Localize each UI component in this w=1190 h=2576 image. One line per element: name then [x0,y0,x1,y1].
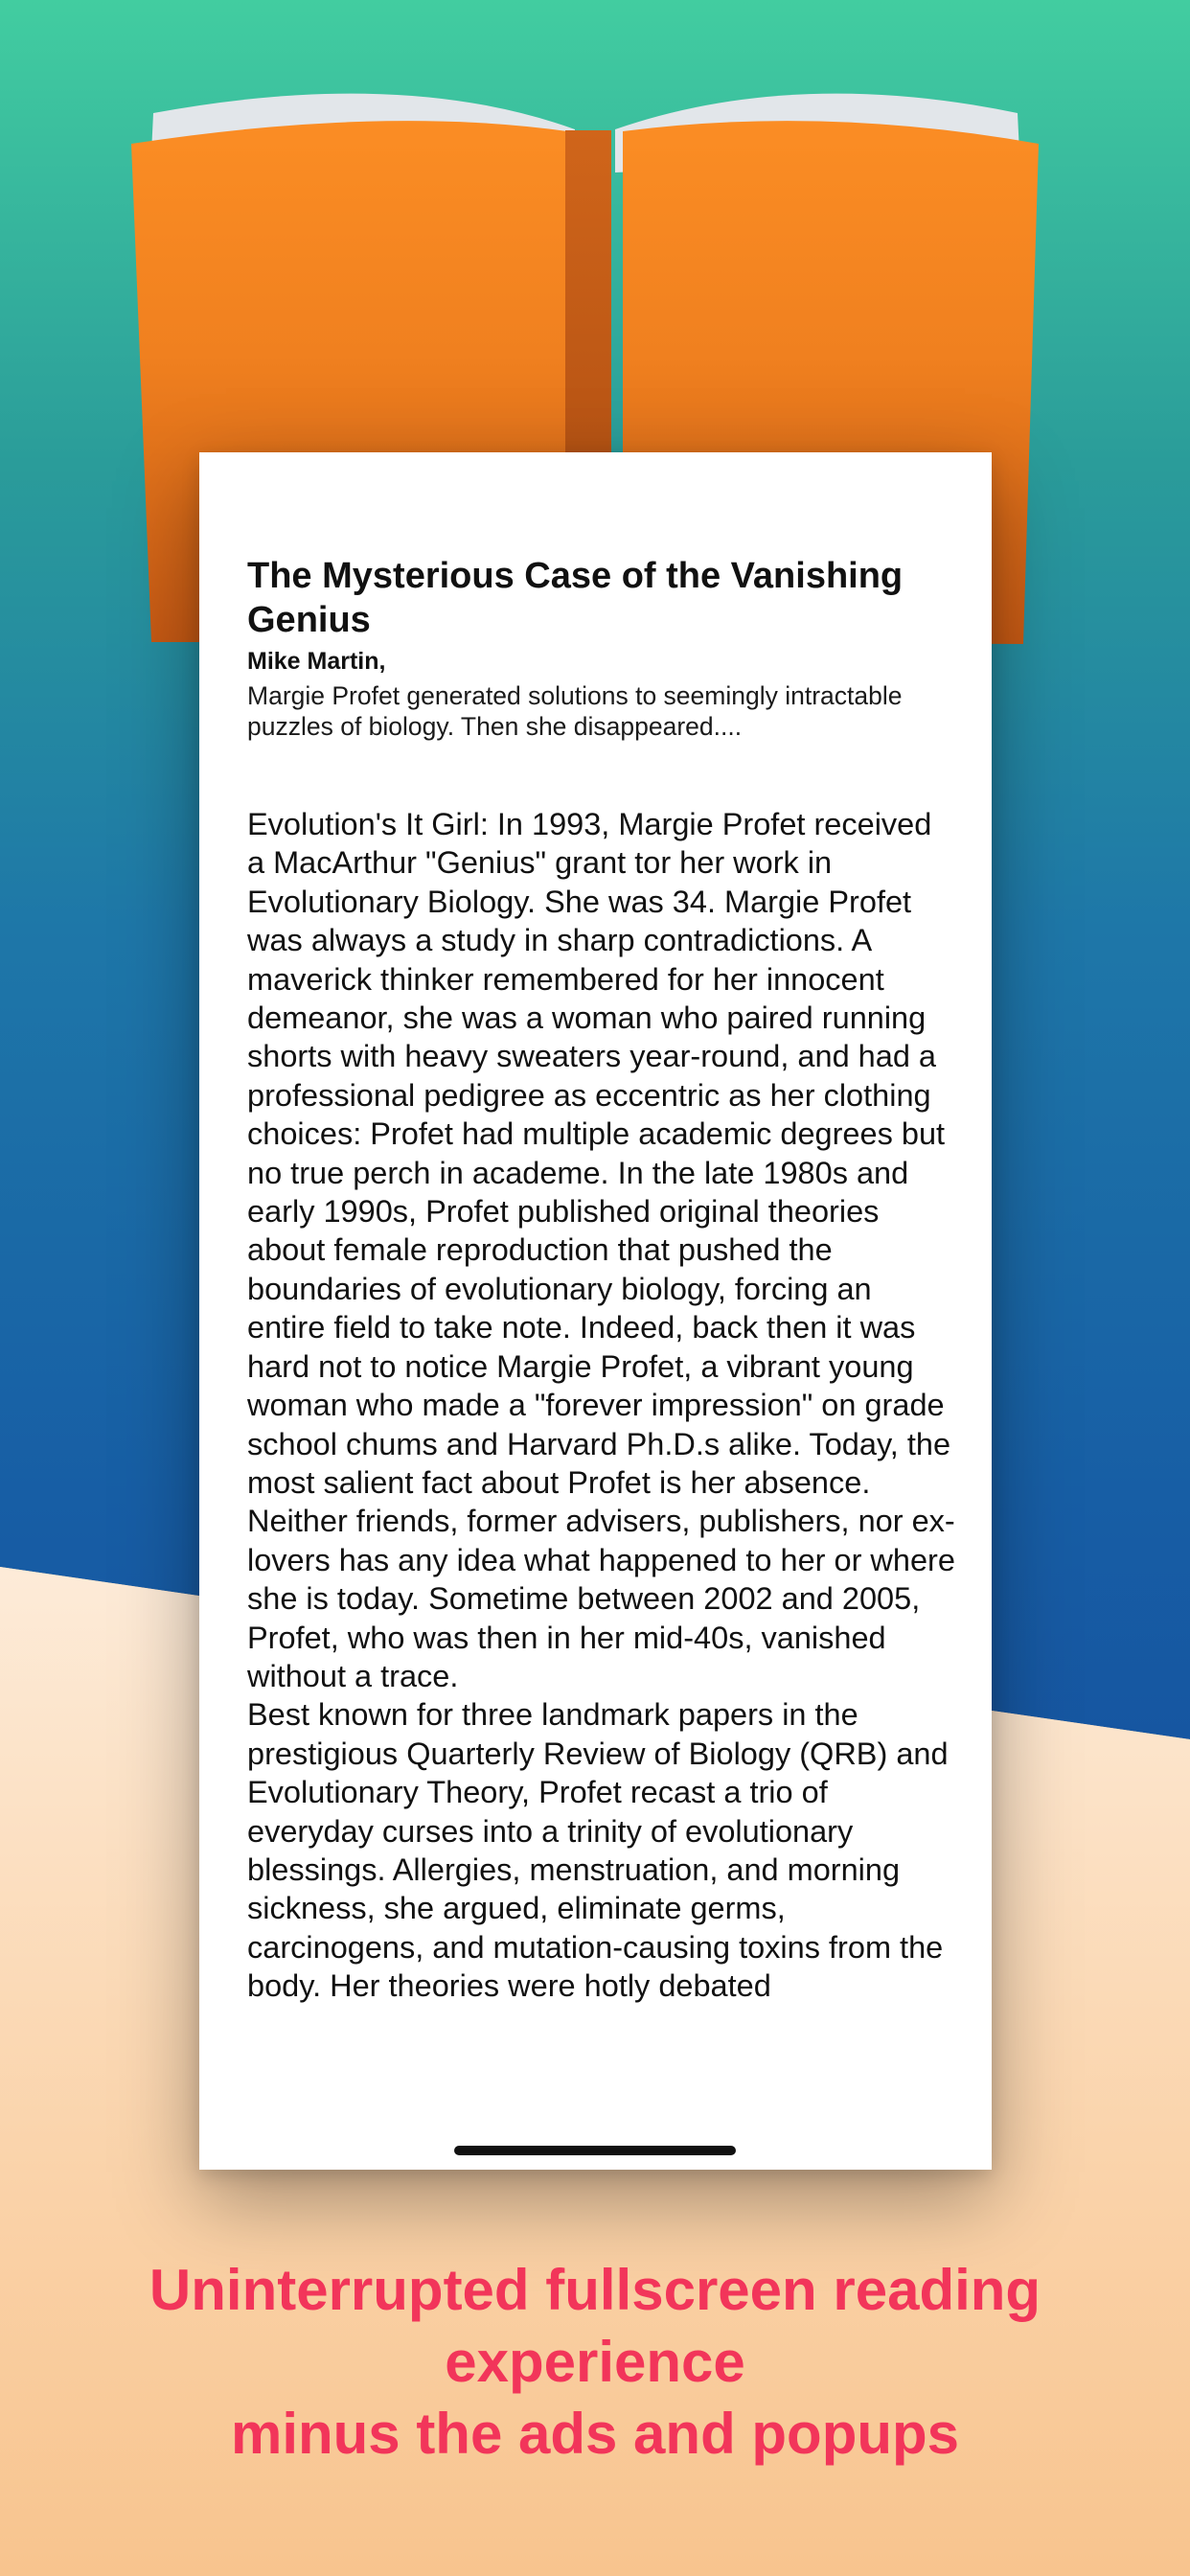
article-summary: Margie Profet generated solutions to seemingly intractable puzzles of biology. Then she disappeared.... [247,681,903,741]
reader-card[interactable] [199,452,992,2170]
marketing-tagline [0,2254,1190,2470]
tagline-line-1: Uninterrupted fullscreen reading [149,2258,1041,2322]
article-content[interactable] [247,554,956,2049]
tagline-line-2: experience [445,2330,745,2394]
article-paragraph: Evolution's It Girl: In 1993, Margie Profet received a MacArthur "Genius" grant tor her work in Evolutionary Biology. She was 34. Margie Profet was always a study in sharp contradictions. A maverick thinker remembered for her innocent demeanor, she was a woman who paired running shorts with heavy sweaters year-round, and had a professional pedigree as eccentric as her clothing choices: Profet had multiple academic degrees but no true perch in academe. In the late 1980s and early 1990s, Profet published original theories about female reproduction that pushed the boundaries of evolutionary biology, forcing an entire field to take note. Indeed, back then it was hard not to notice Margie Profet, a vibrant young woman who made a "forever impression" on grade school chums and Harvard Ph.D.s alike. Today, the most salient fact about Profet is her absence. Neither friends, former advisers, publishers, nor ex-lovers has any idea what happened to her or where she is today. Sometime between 2002 and 2005, Profet, who was then in her mid-40s, vanished without a trace. [247,807,955,1693]
article-paragraph: Best known for three landmark papers in the prestigious Quarterly Review of Biology (QRB) and Evolutionary Theory, Profet recast a trio of everyday curses into a trinity of evolutionary blessings. Allergies, menstruation, and morning sickness, she argued, eliminate germs, carcinogens, and mutation-causing toxins from the body. Her theories were hotly debated [247,1697,949,2004]
home-indicator[interactable] [454,2146,736,2155]
tagline-line-3: minus the ads and popups [230,2402,960,2466]
article-title: The Mysterious Case of the Vanishing Genius [247,556,904,640]
article-author: Mike Martin, [247,648,386,675]
article-body [247,805,956,2006]
